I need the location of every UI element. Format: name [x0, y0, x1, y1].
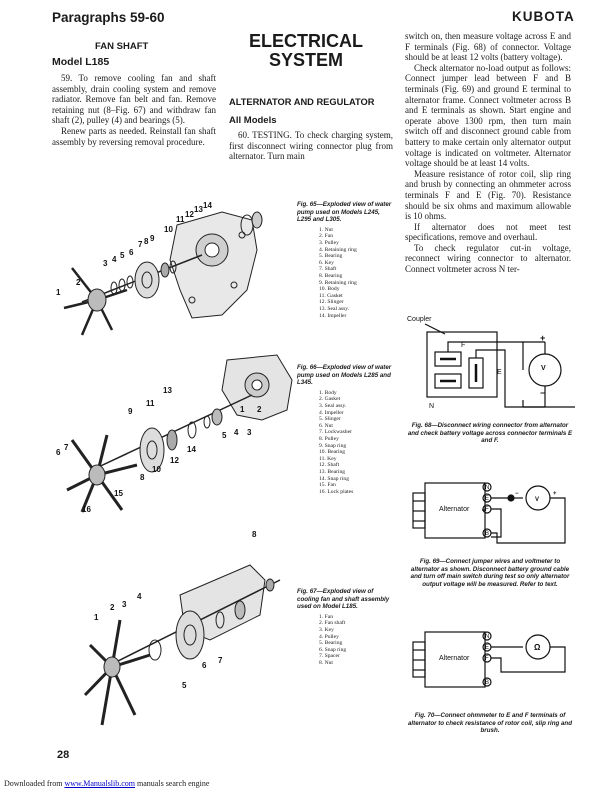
download-footer — [4, 779, 209, 788]
legend-item: 10. Bearing — [319, 449, 346, 456]
col3-para-2: Check alternator no-load output as follows: Connect jumper lead between F and B terminals (Fig. 69) and ground E terminal to alternator frame. Connect voltmeter across B and E terminals as shown. Start engine and operate above 1300 rpm, then turn main switch off and disconnect ground cable from battery to make certain only alternator output voltage is indicated on voltmeter. Alternator voltage should be at least 14 volts. — [405, 62, 571, 169]
page-number: 28 — [57, 749, 70, 761]
fig65-callout-12: 12 — [185, 210, 194, 219]
legend-item: 6. Snap ring — [319, 646, 347, 653]
fig65-callout-8: 8 — [144, 237, 149, 246]
fig69-terminal-e: E — [485, 496, 490, 502]
legend-item: 8. Nut — [319, 659, 333, 666]
fig65-callout-13: 13 — [194, 205, 203, 214]
legend-item: 6. Nut — [319, 422, 333, 429]
fig65-caption: Fig. 65—Exploded view of water pump used on Models L245, L295 and L305. — [297, 201, 392, 224]
page-section-label: Paragraphs 59-60 — [52, 10, 165, 25]
fig66-callout-15: 15 — [114, 489, 123, 498]
fig66-callout-9: 9 — [128, 407, 133, 416]
fig67-caption: Fig. 67—Exploded view of cooling fan and shaft assembly used on Model L185. — [297, 588, 390, 611]
fig70-terminal-n: N — [485, 634, 490, 640]
fig70-caption: Fig. 70—Connect ohmmeter to E and F terminals of alternator to check resistance of rotor coil, slip ring and brush. — [407, 712, 572, 735]
fig65-callout-9: 9 — [150, 234, 155, 243]
legend-item: 7. Lockwasher — [319, 429, 352, 436]
fig69-plus-sign: + — [553, 491, 557, 497]
legend-item: 11. Gasket — [319, 292, 343, 299]
fig70-alternator-label: Alternator — [439, 655, 470, 662]
fig68-coupler-label: Coupler — [407, 316, 432, 323]
legend-item: 16. Lock plates — [319, 488, 354, 495]
legend-item: 2. Fan shaft — [319, 620, 346, 627]
legend-item: 8. Pulley — [319, 435, 339, 442]
fig66-callout-1: 1 — [240, 405, 245, 414]
footer-prefix: Downloaded from — [4, 779, 63, 788]
fan-shaft-text — [52, 73, 216, 147]
fig65-callout-4: 4 — [112, 255, 117, 264]
fig65-legend — [319, 227, 392, 319]
paragraph-59: 59. To remove cooling fan and shaft assembly, drain cooling system and remove radiator. Remove fan belt and fan. Remove retaining nut (8–Fig. 67) and withdraw fan shaft (2), pulley (4) and bearings (5). — [52, 73, 216, 126]
chapter-title — [229, 32, 383, 70]
fig66-callout-13: 13 — [163, 386, 172, 395]
fig66-callout-10: 10 — [152, 465, 161, 474]
fig65-callout-7: 7 — [138, 240, 143, 249]
legend-item: 15. Fan — [319, 482, 336, 489]
fig67-callout-3: 3 — [122, 600, 127, 609]
fig66-caption: Fig. 66—Exploded view of water pump used on Models L285 and L345. — [297, 364, 392, 387]
legend-item: 5. Bearing — [319, 640, 343, 647]
fig65-callout-6: 6 — [129, 248, 134, 257]
all-models-heading: All Models — [229, 115, 277, 126]
legend-item: 14. Snap ring — [319, 475, 349, 482]
col3-para-3: Measure resistance of rotor coil, slip ring and brush by connecting an ohmmeter across terminals F and E (Fig. 70). Resistance should be six ohms and maximum allowable is 10 ohms. — [405, 168, 571, 222]
fig65-callout-10: 10 — [164, 225, 173, 234]
fig66-callout-6: 6 — [56, 448, 61, 457]
fig67-callout-6: 6 — [202, 661, 207, 670]
legend-item: 4. Retaining ring — [319, 246, 357, 253]
fig65-water-pump-drawing — [52, 190, 297, 350]
legend-item: 8. Bearing — [319, 272, 343, 279]
fig69-terminal-b: B — [485, 531, 490, 537]
legend-item: 9. Snap ring — [319, 442, 347, 449]
chapter-title-line2: SYSTEM — [268, 50, 343, 70]
fig70-terminal-f: F — [485, 656, 489, 662]
fig67-fan-shaft-drawing — [80, 525, 295, 740]
testing-text — [229, 130, 393, 162]
col3-para-1: switch on, then measure voltage across E and F terminals (Fig. 68) of connector. Voltage should be at least 12 volts (battery voltage). — [405, 31, 571, 63]
legend-item: 4. Impeller — [319, 409, 344, 416]
fig70-alternator-diagram — [405, 622, 575, 702]
fig66-callout-8: 8 — [140, 473, 145, 482]
fig67-legend — [319, 614, 392, 667]
legend-item: 3. Seal assy. — [319, 402, 347, 409]
fig66-callout-5: 5 — [222, 431, 227, 440]
legend-item: 12. Shaft — [319, 462, 340, 469]
fig69-alternator-label: Alternator — [439, 506, 470, 513]
fig67-callout-1: 1 — [94, 613, 99, 622]
fig66-callout-12: 12 — [170, 456, 179, 465]
fig66-callout-3: 3 — [247, 428, 252, 437]
fig66-legend — [319, 390, 392, 496]
paragraph-59-renew: Renew parts as needed. Reinstall fan shaft assembly by reversing removal procedure. — [52, 125, 216, 147]
fig68-terminal-e: E — [497, 369, 502, 376]
fig66-caption-block — [297, 364, 392, 495]
fig67-callout-2: 2 — [110, 603, 115, 612]
subheading-alternator: ALTERNATOR AND REGULATOR — [229, 97, 375, 107]
legend-item: 13. Seal assy. — [319, 305, 350, 312]
model-heading: Model L185 — [52, 56, 110, 68]
fig66-callout-7: 7 — [64, 443, 69, 452]
fig66-water-pump-drawing — [52, 340, 297, 515]
fig66-callout-11: 11 — [146, 399, 155, 408]
legend-item: 6. Key — [319, 259, 334, 266]
col3-para-4: If alternator does not meet test specifications, remove and overhaul. — [405, 221, 571, 243]
fig69-caption: Fig. 69—Connect jumper wires and voltmeter to alternator as shown. Disconnect battery ground cable and turn off main switch during test so only alternator output voltage will be measured. Refer to text. — [410, 558, 570, 588]
legend-item: 2. Gasket — [319, 396, 341, 403]
manualslib-link[interactable]: www.Manualslib.com — [64, 779, 136, 788]
legend-item: 3. Pulley — [319, 239, 339, 246]
fig70-ohmmeter-symbol: Ω — [534, 643, 541, 652]
chapter-title-line1: ELECTRICAL — [249, 31, 363, 51]
fig69-terminal-f: F — [485, 507, 489, 513]
legend-item: 3. Key — [319, 626, 334, 633]
fig69-voltmeter-v: V — [535, 497, 540, 503]
fig70-terminal-e: E — [485, 645, 490, 651]
fig66-callout-14: 14 — [187, 445, 196, 454]
fig66-callout-4: 4 — [234, 428, 239, 437]
fig67-callout-8: 8 — [252, 530, 257, 539]
fig67-callout-4: 4 — [137, 592, 142, 601]
section-title-fan-shaft: FAN SHAFT — [95, 41, 149, 52]
fig67-caption-block — [297, 588, 392, 667]
legend-item: 9. Retaining ring — [319, 279, 357, 286]
col3-para-5: To check regulator cut-in voltage, reconnect wiring connector to alternator. Connect voltmeter across N ter- — [405, 242, 571, 275]
legend-item: 7. Spacer — [319, 653, 340, 660]
legend-item: 12. Slinger — [319, 299, 344, 306]
legend-item: 11. Key — [319, 455, 337, 462]
fig67-callout-5: 5 — [182, 681, 187, 690]
fig65-callout-1: 1 — [56, 288, 61, 297]
fig65-callout-11: 11 — [176, 215, 185, 224]
legend-item: 10. Body — [319, 286, 340, 293]
paragraph-60: 60. TESTING. To check charging system, first disconnect wiring connector plug from alternator. Turn main — [229, 130, 393, 162]
legend-item: 1. Fan — [319, 613, 333, 620]
fig68-connector-diagram — [405, 312, 575, 422]
legend-item: 2. Fan — [319, 233, 333, 240]
fig69-terminal-n: N — [485, 485, 490, 491]
fig65-callout-5: 5 — [120, 251, 125, 260]
legend-item: 14. Impeller — [319, 312, 347, 319]
fig66-callout-16: 16 — [82, 505, 91, 514]
fig68-caption: Fig. 68—Disconnect wiring connector from alternator and check battery voltage across connector terminals E and F. — [407, 422, 573, 445]
fig65-callout-14: 14 — [203, 201, 212, 210]
legend-item: 4. Pulley — [319, 633, 339, 640]
fig68-minus-sign: − — [540, 388, 546, 398]
fig66-callout-2: 2 — [257, 405, 262, 414]
legend-item: 7. Shaft — [319, 266, 337, 273]
fig68-voltmeter-v: V — [541, 365, 546, 372]
fig69-alternator-diagram — [405, 473, 575, 553]
fig65-callout-3: 3 — [103, 259, 108, 268]
fig68-terminal-f: F — [461, 342, 466, 349]
legend-item: 1. Body — [319, 389, 337, 396]
legend-item: 5. Bearing — [319, 253, 343, 260]
legend-item: 13. Bearing — [319, 468, 346, 475]
fig67-callout-7: 7 — [218, 656, 223, 665]
footer-suffix: manuals search engine — [137, 779, 210, 788]
fig70-terminal-b: B — [485, 680, 490, 686]
fig65-callout-2: 2 — [76, 278, 81, 287]
alternator-test-text — [405, 31, 571, 275]
fig68-terminal-n: N — [429, 403, 435, 410]
fig69-minus-sign: − — [515, 491, 519, 497]
fig65-caption-block — [297, 201, 392, 319]
legend-item: 5. Slinger — [319, 416, 341, 423]
brand-header: KUBOTA — [512, 9, 575, 24]
fig68-plus-sign: + — [540, 333, 546, 343]
legend-item: 1. Nut — [319, 226, 333, 233]
